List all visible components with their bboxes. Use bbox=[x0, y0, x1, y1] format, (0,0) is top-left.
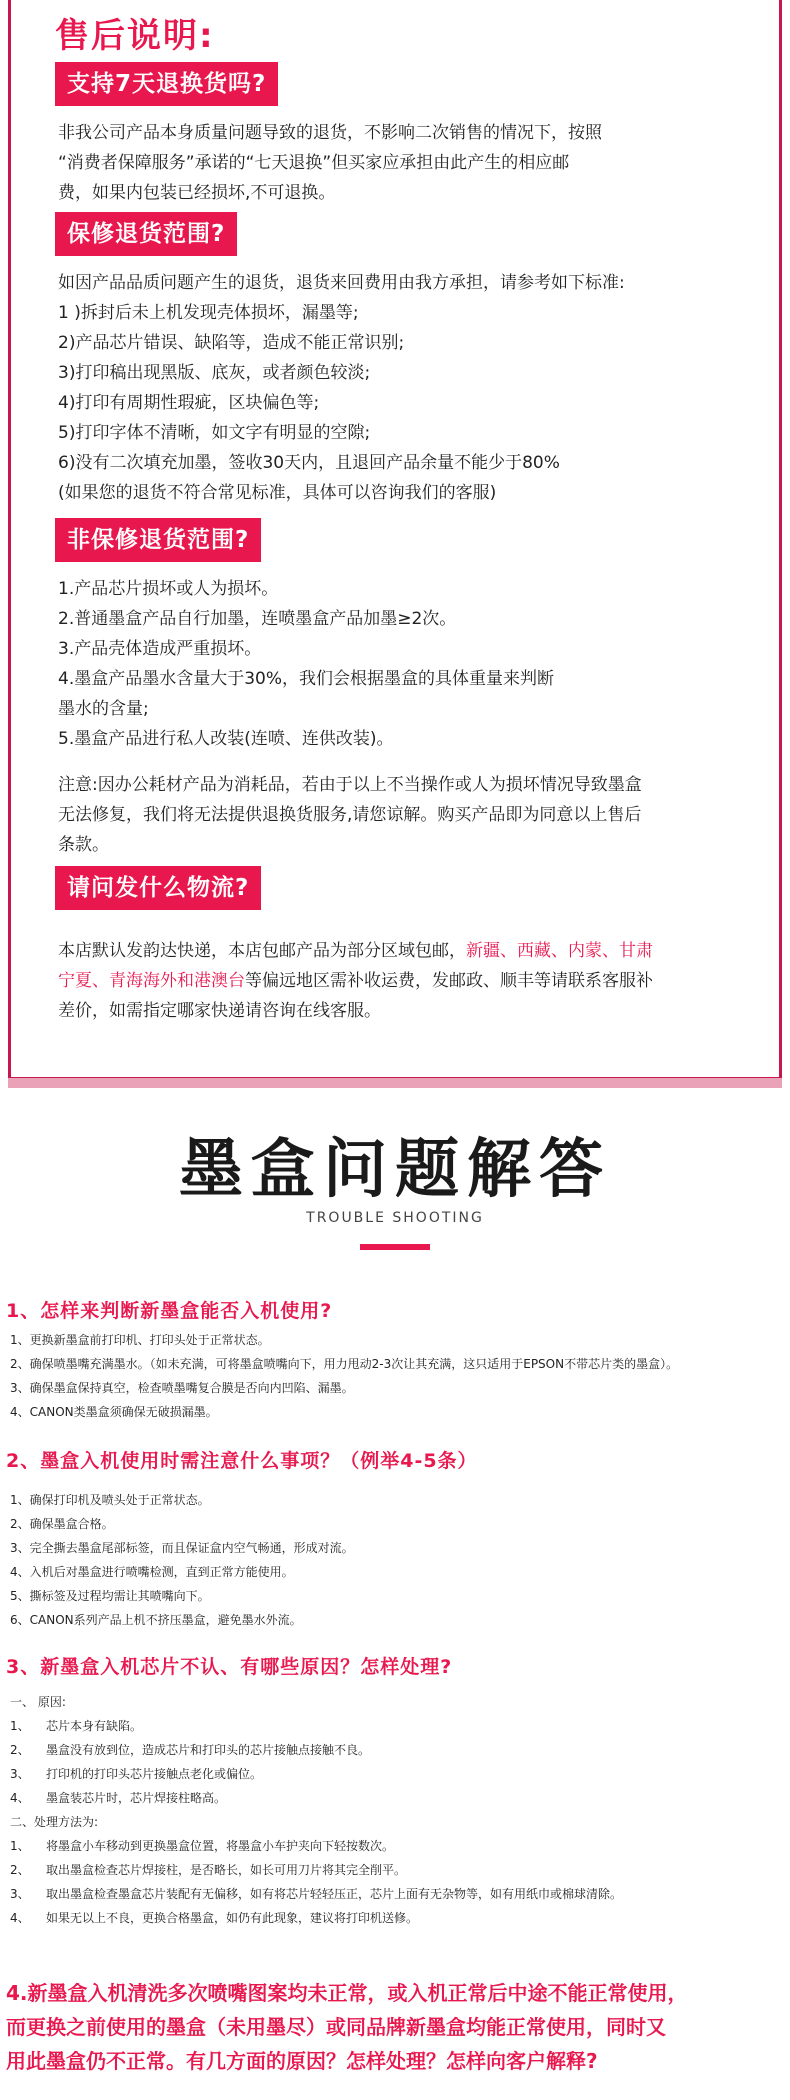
text-line: 3)打印稿出现黑版、底灰，或者颜色较淡; bbox=[58, 363, 371, 383]
text-line bbox=[58, 966, 748, 996]
list-text: 打印机的打印头芯片接触点老化或偏位。 bbox=[46, 1767, 263, 1781]
list-text: 取出墨盒检查墨盒芯片装配有无偏移，如有将芯片轻轻压正，芯片上面有无杂物等，如有用纸巾或棉球清除。 bbox=[46, 1887, 623, 1901]
q1-heading: 1、怎样来判断新墨盒能否入机使用? bbox=[6, 1300, 333, 1322]
cause-title: 一、 原因: bbox=[10, 1695, 66, 1709]
list-num: 4、 bbox=[10, 1791, 30, 1805]
para-warranty-scope bbox=[58, 268, 748, 508]
text-line: 差价，如需指定哪家快递请咨询在线客服。 bbox=[58, 1001, 381, 1021]
list-text: 芯片本身有缺陷。 bbox=[46, 1719, 143, 1733]
list-item: 1、确保打印机及喷头处于正常状态。 bbox=[10, 1493, 210, 1507]
list-text: 取出墨盒检查芯片焊接柱，是否略长，如长可用刀片将其完全削平。 bbox=[46, 1863, 407, 1877]
list-text: 如果无以上不良，更换合格墨盒，如仍有此现象，建议将打印机送修。 bbox=[46, 1911, 419, 1925]
list-num: 2、 bbox=[10, 1863, 30, 1877]
after-sales-box-shadow bbox=[8, 1078, 782, 1088]
heading-7day-return: 支持7天退换货吗? bbox=[55, 62, 278, 106]
list-item: 6、CANON系列产品上机不挤压墨盒，避免墨水外流。 bbox=[10, 1613, 302, 1627]
list-text: 墨盒装芯片时，芯片焊接柱略高。 bbox=[46, 1791, 227, 1805]
heading-logistics: 请问发什么物流? bbox=[55, 866, 261, 910]
title-underline bbox=[360, 1244, 430, 1250]
text-line: 条款。 bbox=[58, 835, 109, 855]
text-highlight: 宁夏、青海海外和港澳台 bbox=[58, 971, 245, 991]
text-line: 如因产品品质问题产生的退货，退货来回费用由我方承担，请参考如下标准: bbox=[58, 273, 625, 293]
list-item: 1、更换新墨盒前打印机、打印头处于正常状态。 bbox=[10, 1333, 270, 1347]
q3-list bbox=[10, 1690, 785, 1930]
text-normal: 等偏远地区需补收运费，发邮政、顺丰等请联系客服补 bbox=[245, 971, 653, 991]
text-line: 1 )拆封后未上机发现壳体损坏，漏墨等; bbox=[58, 303, 359, 323]
list-num: 3、 bbox=[10, 1887, 30, 1901]
text-line: 注意:因办公耗材产品为消耗品，若由于以上不当操作或人为损坏情况导致墨盒 bbox=[58, 775, 642, 795]
text-line: 2.普通墨盒产品自行加墨，连喷墨盒产品加墨≥2次。 bbox=[58, 609, 457, 629]
list-item: 2、确保墨盒合格。 bbox=[10, 1517, 114, 1531]
text-line: 5.墨盒产品进行私人改装(连喷、连供改装)。 bbox=[58, 729, 394, 749]
text-line: 费，如果内包装已经损坏,不可退换。 bbox=[58, 183, 336, 203]
after-sales-title: 售后说明: bbox=[55, 16, 215, 56]
text-line: 4.墨盒产品墨水含量大于30%，我们会根据墨盒的具体重量来判断 bbox=[58, 669, 555, 689]
faq-subtitle: TROUBLE SHOOTING bbox=[306, 1210, 484, 1226]
list-item: 2、确保喷墨嘴充满墨水。（如未充满，可将墨盒喷嘴向下，用力甩动2-3次让其充满，这只适用于EPSON不带芯片类的墨盒）。 bbox=[10, 1357, 679, 1371]
text-line: 非我公司产品本身质量问题导致的退货，不影响二次销售的情况下，按照 bbox=[58, 123, 602, 143]
text-line: 5)打印字体不清晰，如文字有明显的空隙; bbox=[58, 423, 371, 443]
text-line: 墨水的含量; bbox=[58, 699, 149, 719]
text-line: “消费者保障服务”承诺的“七天退换”但买家应承担由此产生的相应邮 bbox=[58, 153, 570, 173]
list-item bbox=[10, 1762, 785, 1786]
para-logistics bbox=[58, 936, 748, 1026]
list-item bbox=[10, 1834, 785, 1858]
list-num: 1、 bbox=[10, 1719, 30, 1733]
list-text: 墨盒没有放到位，造成芯片和打印头的芯片接触点接触不良。 bbox=[46, 1743, 371, 1757]
text-line: 4)打印有周期性瑕疵，区块偏色等; bbox=[58, 393, 320, 413]
q4-heading bbox=[6, 1976, 786, 2078]
list-num: 4、 bbox=[10, 1911, 30, 1925]
q1-list bbox=[10, 1328, 785, 1424]
list-item: 3、完全撕去墨盒尾部标签，而且保证盒内空气畅通，形成对流。 bbox=[10, 1541, 354, 1555]
q2-heading: 2、墨盒入机使用时需注意什么事项？（例举4-5条） bbox=[6, 1450, 478, 1472]
q4-line: 用此墨盒仍不正常。有几方面的原因？怎样处理？怎样向客户解释? bbox=[6, 2049, 598, 2073]
list-item bbox=[10, 1906, 785, 1930]
heading-warranty-scope: 保修退货范围? bbox=[55, 212, 237, 256]
text-line bbox=[58, 936, 748, 966]
q4-line: 4.新墨盒入机清洗多次喷嘴图案均未正常，或入机正常后中途不能正常使用， bbox=[6, 1981, 688, 2005]
text-line: 3.产品壳体造成严重损坏。 bbox=[58, 639, 262, 659]
list-num: 2、 bbox=[10, 1743, 30, 1757]
text-line: 1.产品芯片损坏或人为损坏。 bbox=[58, 579, 279, 599]
list-item bbox=[10, 1786, 785, 1810]
list-item: 5、撕标签及过程均需让其喷嘴向下。 bbox=[10, 1589, 210, 1603]
text-line: 6)没有二次填充加墨，签收30天内，且退回产品余量不能少于80% bbox=[58, 453, 560, 473]
para-notice bbox=[58, 770, 748, 860]
para-7day-return bbox=[58, 118, 748, 208]
q4-line: 而更换之前使用的墨盒（未用墨尽）或同品牌新墨盒均能正常使用，同时又 bbox=[6, 2015, 666, 2039]
list-text: 将墨盒小车移动到更换墨盒位置，将墨盒小车护夹向下轻按数次。 bbox=[46, 1839, 395, 1853]
faq-title: 墨盒问题解答 bbox=[179, 1133, 611, 1207]
list-item bbox=[10, 1882, 785, 1906]
q2-list bbox=[10, 1488, 785, 1632]
heading-non-warranty-scope: 非保修退货范围? bbox=[55, 518, 261, 562]
text-normal: 本店默认发韵达快递，本店包邮产品为部分区域包邮， bbox=[58, 941, 466, 961]
list-item bbox=[10, 1714, 785, 1738]
text-line: 2)产品芯片错误、缺陷等，造成不能正常识别; bbox=[58, 333, 405, 353]
list-item bbox=[10, 1738, 785, 1762]
method-title: 二、处理方法为: bbox=[10, 1815, 99, 1829]
text-highlight: 新疆、西藏、内蒙、甘肃 bbox=[466, 941, 653, 961]
q3-heading: 3、新墨盒入机芯片不认、有哪些原因？怎样处理? bbox=[6, 1656, 453, 1678]
para-non-warranty-scope bbox=[58, 574, 748, 754]
list-item bbox=[10, 1858, 785, 1882]
list-item: 3、确保墨盒保持真空，检查喷墨嘴复合膜是否向内凹陷、漏墨。 bbox=[10, 1381, 354, 1395]
list-num: 3、 bbox=[10, 1767, 30, 1781]
text-line: 无法修复，我们将无法提供退换货服务,请您谅解。购买产品即为同意以上售后 bbox=[58, 805, 642, 825]
list-item: 4、CANON类墨盒须确保无破损漏墨。 bbox=[10, 1405, 218, 1419]
text-line: (如果您的退货不符合常见标准，具体可以咨询我们的客服) bbox=[58, 483, 497, 503]
list-num: 1、 bbox=[10, 1839, 30, 1853]
list-item: 4、入机后对墨盒进行喷嘴检测，直到正常方能使用。 bbox=[10, 1565, 294, 1579]
